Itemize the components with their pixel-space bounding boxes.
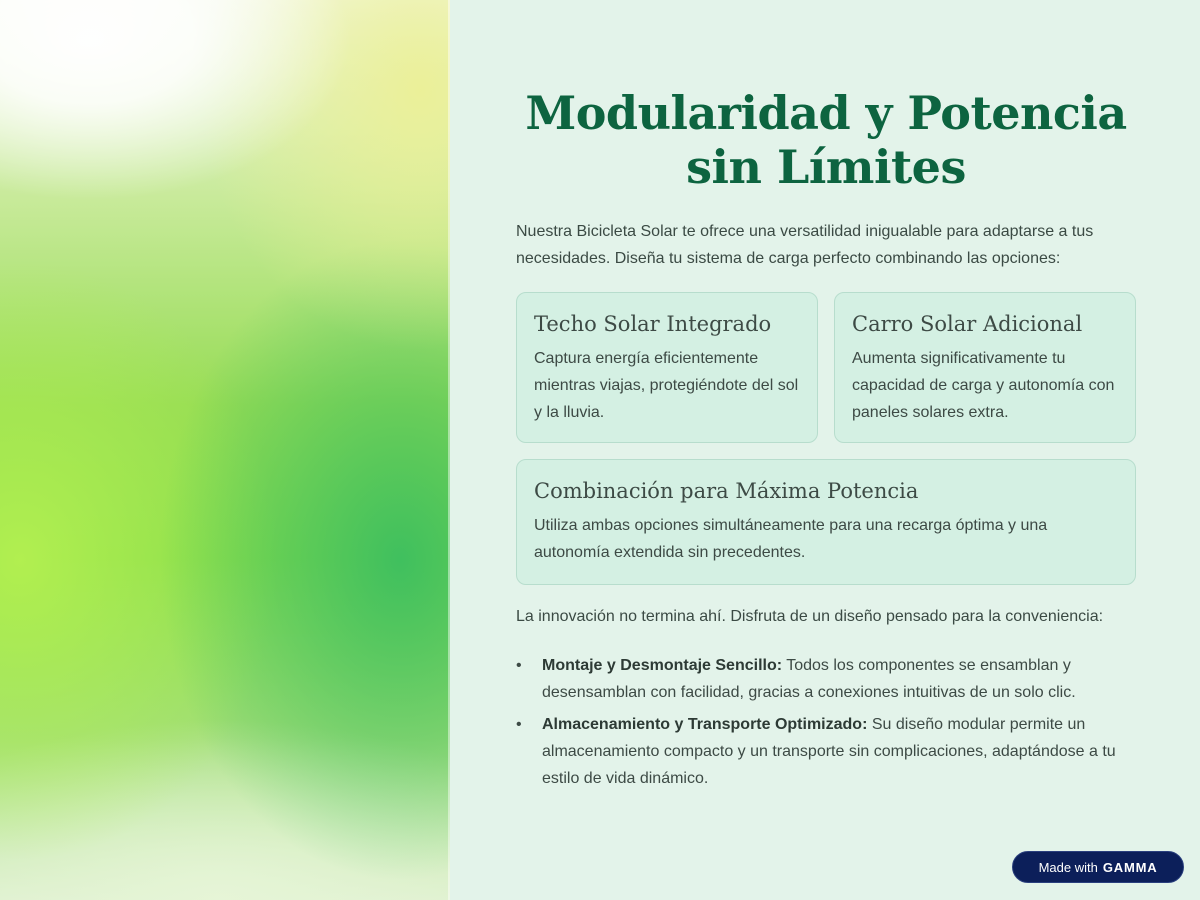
outro-paragraph: La innovación no termina ahí. Disfruta de un diseño pensado para la conveniencia: xyxy=(516,608,1104,625)
card-title: Carro Solar Adicional xyxy=(852,312,1083,336)
feature-text: Todos los componentes se ensamblan y desensamblan con facilidad, gracias a conexiones intuitivas de un solo clic. xyxy=(542,657,1076,701)
card-title: Combinación para Máxima Potencia xyxy=(534,479,919,503)
card-body: Captura energía eficientemente mientras viajas, protegiéndote del sol y la lluvia. xyxy=(534,350,799,421)
intro-paragraph: Nuestra Bicicleta Solar te ofrece una versatilidad inigualable para adaptarse a tus necesidades. Diseña tu sistema de carga perfecto combinando las opciones: xyxy=(516,223,1094,267)
card-body: Aumenta significativamente tu capacidad de carga y autonomía con paneles solares extra. xyxy=(852,350,1115,421)
feature-label: Montaje y Desmontaje Sencillo: xyxy=(542,657,783,674)
list-item xyxy=(516,711,1136,792)
features-list xyxy=(516,652,1136,792)
card-combinacion xyxy=(516,459,1136,585)
list-item xyxy=(516,652,1136,706)
gamma-logo: GAMMA xyxy=(1102,859,1158,875)
card-body: Utiliza ambas opciones simultáneamente para una recarga óptima y una autonomía extendida sin precedentes. xyxy=(534,517,1048,561)
decorative-gradient-image xyxy=(0,0,450,900)
cards-row xyxy=(516,292,1136,443)
feature-label: Almacenamiento y Transporte Optimizado: xyxy=(542,716,868,733)
card-title: Techo Solar Integrado xyxy=(534,312,772,336)
card-techo-solar xyxy=(516,292,818,443)
made-with-gamma-badge[interactable] xyxy=(1012,851,1184,883)
badge-prefix: Made with xyxy=(1038,859,1098,875)
bullet-icon: • xyxy=(516,657,522,674)
feature-text: Su diseño modular permite un almacenamiento compacto y un transporte sin complicaciones, adaptándose a tu estilo de vida dinámico. xyxy=(542,716,1116,787)
slide-content xyxy=(516,86,1136,797)
bullet-icon: • xyxy=(516,716,522,733)
page-title: Modularidad y Potencia sin Límites xyxy=(525,86,1127,194)
card-carro-solar xyxy=(834,292,1136,443)
